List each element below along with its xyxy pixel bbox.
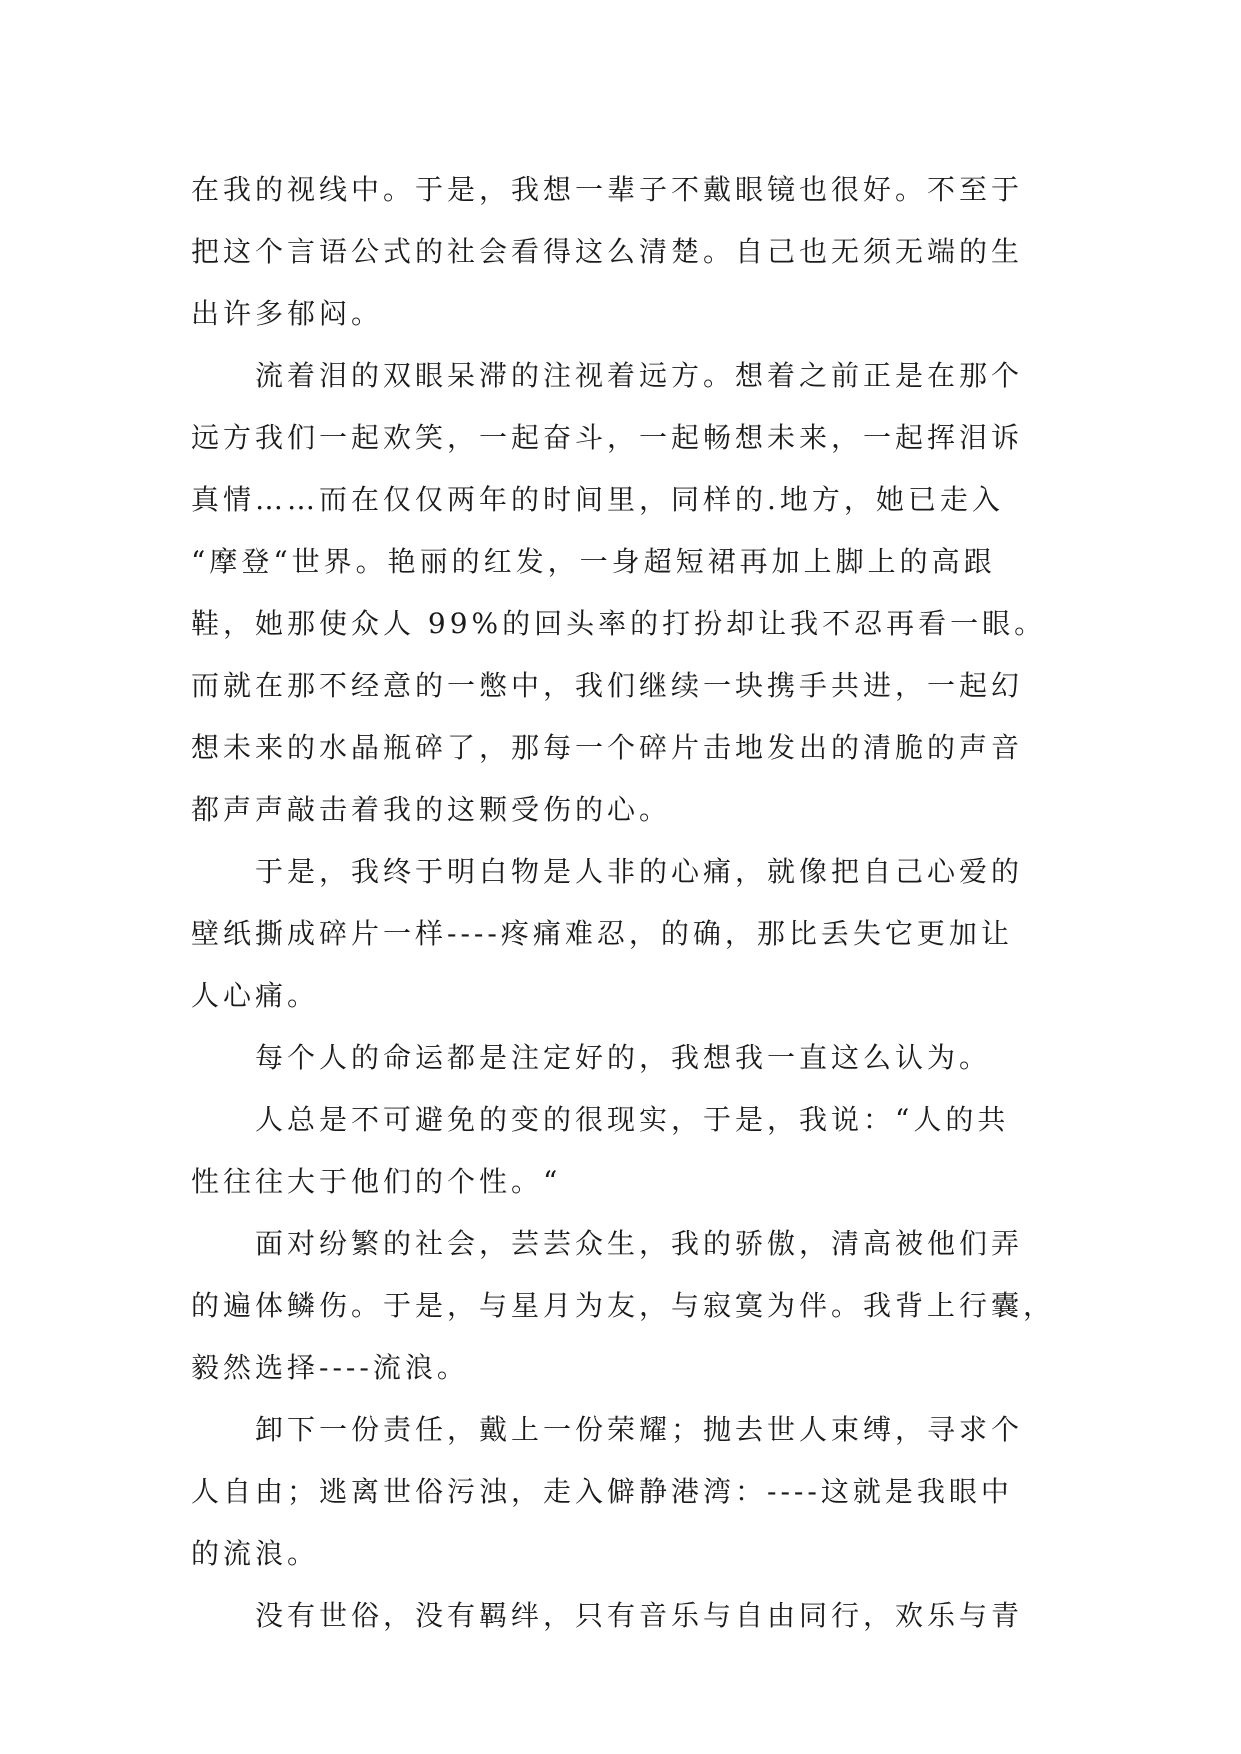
paragraph-first-line: 面对纷繁的社会，芸芸众生，我的骄傲，清高被他们弄	[255, 1227, 1024, 1260]
paragraph-first-line: 于是，我终于明白物是人非的心痛，就像把自己心爱的	[255, 855, 1024, 888]
text-line: 的遍体鳞伤。于是，与星月为友，与寂寞为伴。我背上行囊，	[191, 1289, 1056, 1322]
paragraph-first-line: 卸下一份责任，戴上一份荣耀；抛去世人束缚，寻求个	[255, 1413, 1024, 1446]
text-line: 鞋，她那使众人 99%的回头率的打扮却让我不忍再看一眼。	[191, 607, 1047, 640]
text-line: 的流浪。	[191, 1537, 320, 1570]
text-line: 毅然选择----流浪。	[191, 1351, 469, 1384]
text-line: 在我的视线中。于是，我想一辈子不戴眼镜也很好。不至于	[191, 173, 1024, 206]
text-line: 真情……而在仅仅两年的时间里，同样的.地方，她已走入	[191, 483, 1004, 516]
text-line: 想未来的水晶瓶碎了，那每一个碎片击地发出的清脆的声音	[191, 731, 1024, 764]
text-line: 壁纸撕成碎片一样----疼痛难忍，的确，那比丢失它更加让	[191, 917, 1013, 950]
text-line: 性往往大于他们的个性。“	[191, 1165, 562, 1198]
paragraph-first-line: 没有世俗，没有羁绊，只有音乐与自由同行，欢乐与青	[255, 1599, 1024, 1632]
document-body	[191, 159, 1056, 1647]
text-line: 把这个言语公式的社会看得这么清楚。自己也无须无端的生	[191, 235, 1024, 268]
text-line: 出许多郁闷。	[191, 297, 384, 330]
text-line: 都声声敲击着我的这颗受伤的心。	[191, 793, 672, 826]
paragraph-first-line: 人总是不可避免的变的很现实，于是，我说：“人的共	[255, 1103, 1010, 1136]
paragraph-first-line: 流着泪的双眼呆滞的注视着远方。想着之前正是在那个	[255, 359, 1024, 392]
text-line: 而就在那不经意的一憋中，我们继续一块携手共进，一起幻	[191, 669, 1024, 702]
text-line: 人心痛。	[191, 979, 320, 1012]
text-line: 人自由；逃离世俗污浊，走入僻静港湾：----这就是我眼中	[191, 1475, 1013, 1508]
text-line: 远方我们一起欢笑，一起奋斗，一起畅想未来，一起挥泪诉	[191, 421, 1024, 454]
paragraph-first-line: 每个人的命运都是注定好的，我想我一直这么认为。	[255, 1041, 992, 1074]
text-line: “摩登“世界。艳丽的红发，一身超短裙再加上脚上的高跟	[191, 545, 996, 578]
